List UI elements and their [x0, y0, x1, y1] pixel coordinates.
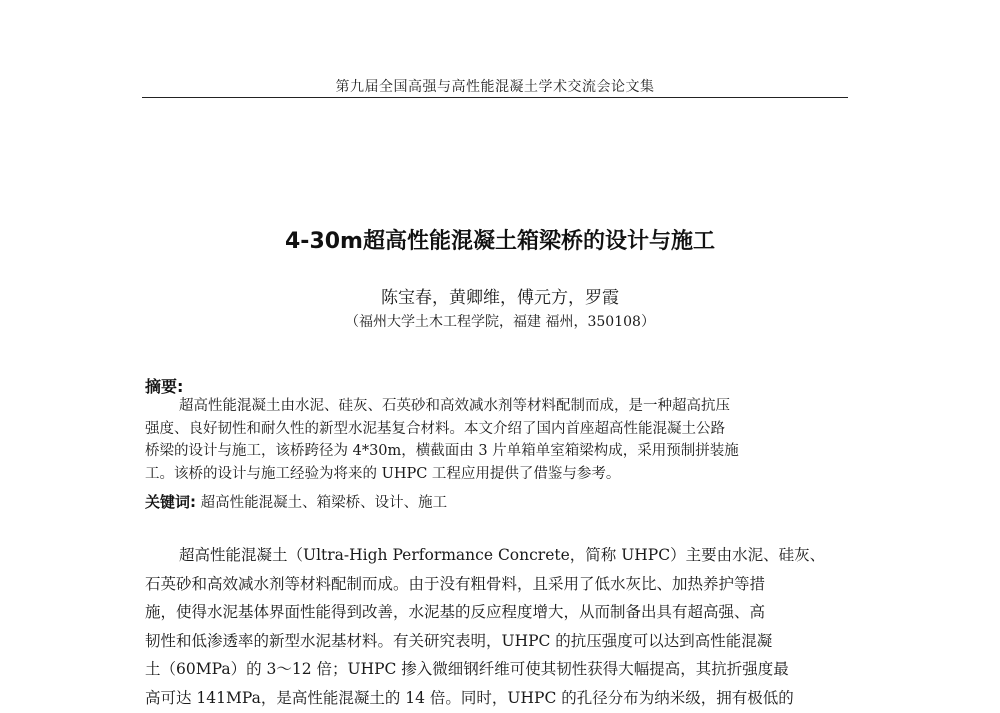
paper-title: 4-30m超高性能混凝土箱梁桥的设计与施工 — [285, 229, 715, 254]
running-header: 第九届全国高强与高性能混凝土学术交流会论文集 — [335, 79, 655, 95]
author-list: 陈宝春，黄卿维，傅元方，罗霞 — [381, 288, 619, 308]
body-line: 超高性能混凝土（Ultra-High Performance Concrete，简称 UHPC）主要由水泥、硅灰、 — [179, 546, 826, 564]
body-line: 施，使得水泥基体界面性能得到改善，水泥基的反应程度增大，从而制备出具有超高强、高 — [145, 603, 766, 622]
author-affiliation: （福州大学土木工程学院，福建 福州，350108） — [345, 314, 655, 330]
body-line: 高可达 141MPa，是高性能混凝土的 14 倍。同时，UHPC 的孔径分布为纳米级，拥有极低的 — [145, 688, 794, 707]
abstract-line: 工。该桥的设计与施工经验为将来的 UHPC 工程应用提供了借鉴与参考。 — [145, 465, 621, 482]
abstract-line: 超高性能混凝土由水泥、硅灰、石英砂和高效减水剂等材料配制而成，是一种超高抗压 — [179, 398, 730, 414]
abstract-body — [145, 395, 855, 485]
body-paragraph — [145, 541, 855, 713]
keywords-row — [145, 491, 447, 512]
abstract-heading: 摘要: — [145, 377, 184, 396]
keywords-text: 超高性能混凝土、箱梁桥、设计、施工 — [200, 495, 448, 511]
header-rule — [142, 97, 848, 98]
body-line: 韧性和低渗透率的新型水泥基材料。有关研究表明，UHPC 的抗压强度可以达到高性能混凝 — [145, 631, 773, 650]
abstract-line: 强度、良好韧性和耐久性的新型水泥基复合材料。本文介绍了国内首座超高性能混凝土公路 — [145, 420, 725, 437]
body-line: 石英砂和高效减水剂等材料配制而成。由于没有粗骨料，且采用了低水灰比、加热养护等措 — [145, 574, 766, 593]
keywords-label: 关键词: — [145, 493, 196, 511]
body-line: 土（60MPa）的 3～12 倍；UHPC 掺入微细钢纤维可使其韧性获得大幅提高，其抗折强度最 — [145, 660, 789, 679]
abstract-line: 桥梁的设计与施工，该桥跨径为 4*30m，横截面由 3 片单箱单室箱梁构成，采用预制拼装施 — [145, 443, 739, 459]
